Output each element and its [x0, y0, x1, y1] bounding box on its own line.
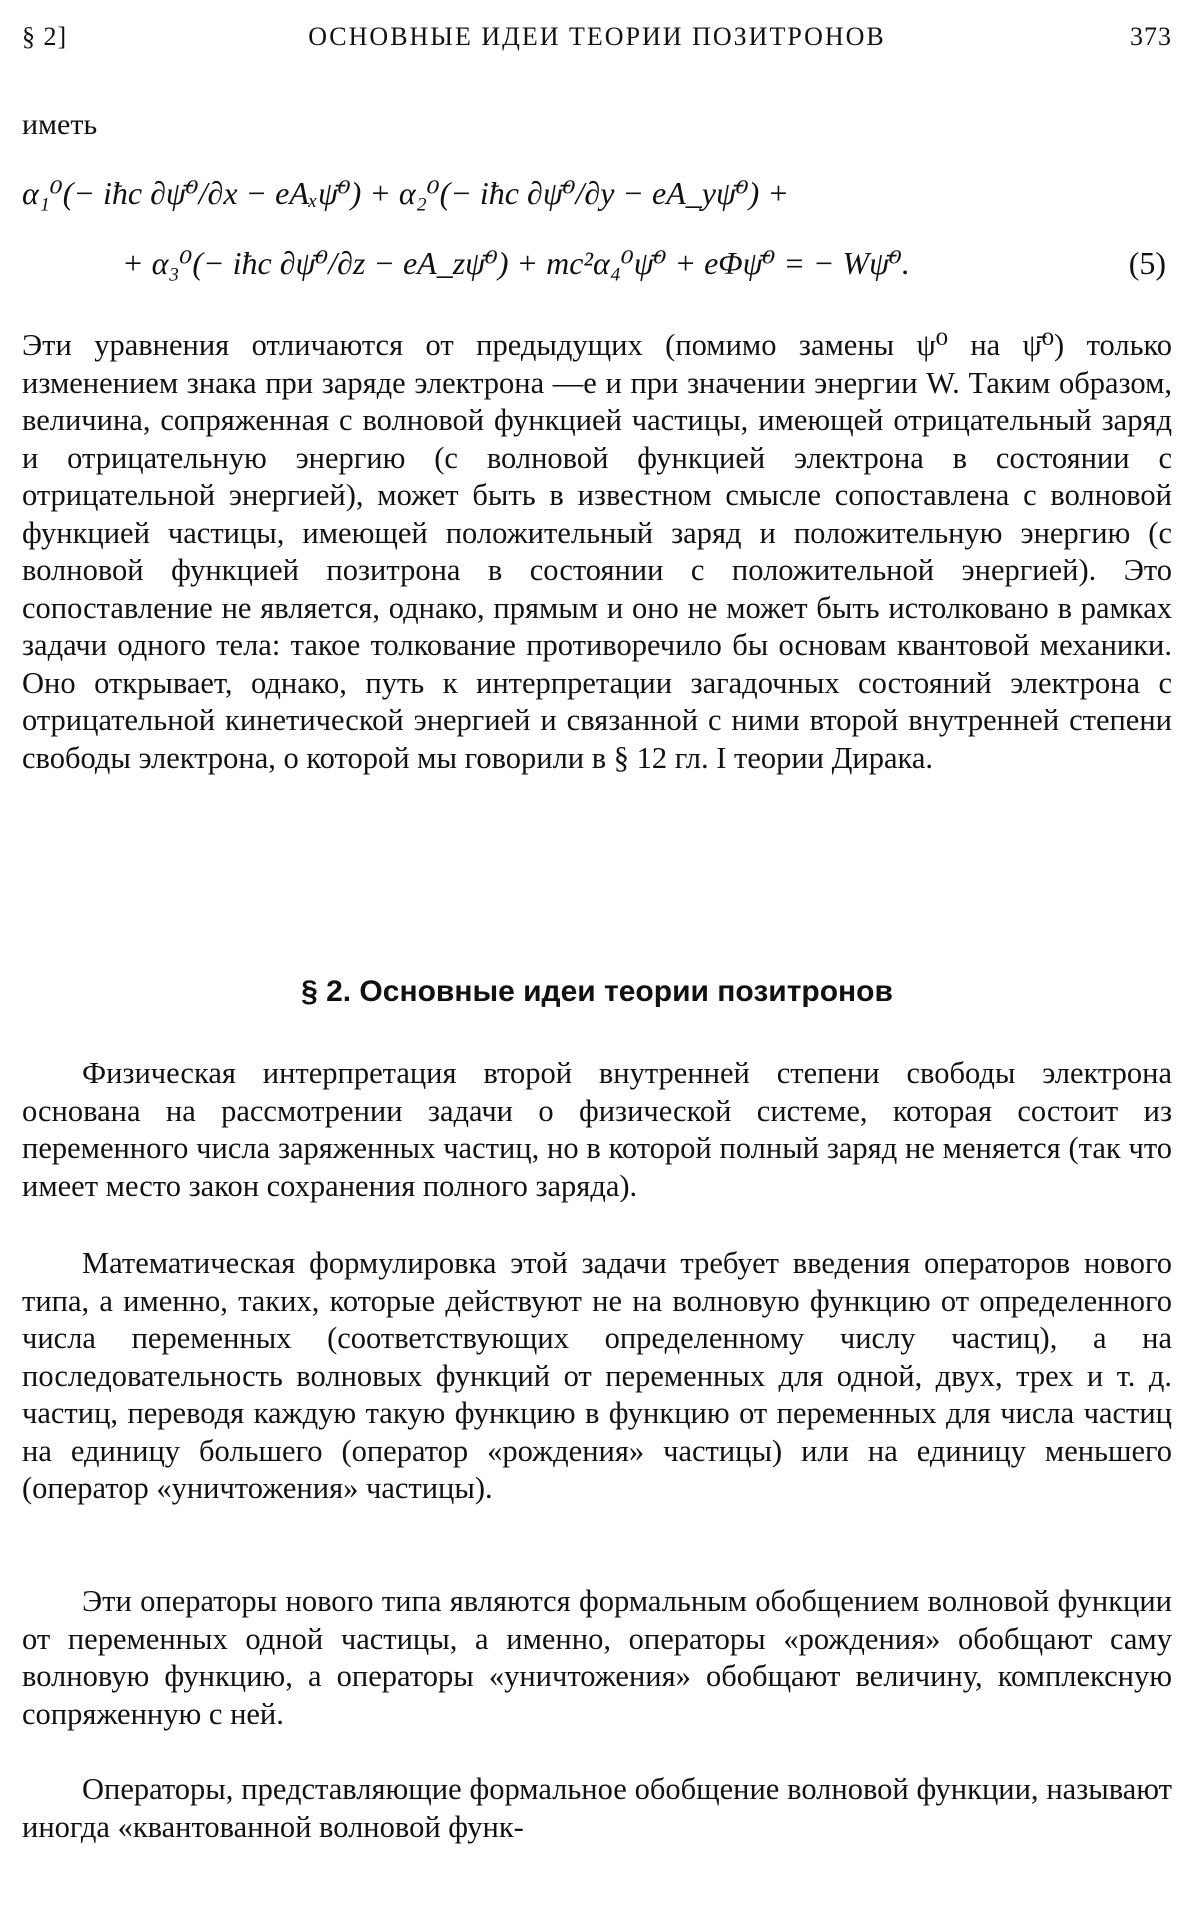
intro-word: иметь [22, 108, 98, 141]
equation-line-2 [22, 228, 1172, 298]
equation-number: (5) [1128, 245, 1166, 281]
book-page [22, 0, 1172, 1915]
paragraph-physical-interpretation: Физическая интерпретация второй внутренней степени свободы электрона основана на рассмотрении задачи о физической системе, которая состоит из переменного числа заряженных частиц, но в которой полный заряд не меняется (так что имеет место закон сохранения полного заряда). [22, 1056, 1172, 1203]
paragraph-equation-discussion: Эти уравнения отличаются от предыдущих (помимо замены ψ⁰ на ψ̄⁰) только изменением знака при заряде электрона —e и при значении энергии W. Таким образом, величина, сопряженная с волновой функцией частицы, имеющей отрицательный заряд и отрицательную энергию (с волновой функцией электрона в состоянии с отрицательной энергией), может быть в известном смысле сопоставлена с волновой функцией частицы, имеющей положительный заряд и положительную энергию (с волновой функцией позитрона в состоянии с положительной энергией). Это сопоставление не является, однако, прямым и оно не может быть истолковано в рамках задачи одного тела: такое толкование противоречило бы основам квантовой механики. Оно открывает, однако, путь к интерпретации загадочных состояний электрона с отрицательной кинетической энергией и связанной с ними второй внутренней степени свободы электрона, о которой мы говорили в § 12 гл. I теории Дирака. [22, 328, 1172, 775]
paragraph-mathematical-formulation: Математическая формулировка этой задачи требует введения операторов нового типа, а именно, таких, которые действуют не на волновую функцию от определенного числа переменных (соответствующих определенному числу частиц), а на последовательность волновых функций от переменных для одной, двух, трех и т. д. частиц, переводя каждую такую функцию в функцию от переменных для числа частиц на единицу большего (оператор «рождения» частицы) или на единицу меньшего (оператор «уничтожения» частицы). [22, 1246, 1172, 1505]
section-reference: § 2] [22, 22, 68, 51]
running-title: ОСНОВНЫЕ ИДЕИ ТЕОРИИ ПОЗИТРОНОВ [308, 22, 886, 51]
paragraph-new-operators: Эти операторы нового типа являются формальным обобщением волновой функции от переменных одной частицы, а именно, операторы «рождения» обобщают саму волновую функцию, а операторы «уничтожения» обобщают величину, комплексную сопряженную с ней. [22, 1584, 1172, 1731]
equation-line-1 [22, 158, 1172, 228]
running-head [22, 22, 1172, 62]
page-number: 373 [1130, 22, 1172, 51]
paragraph-quantized-wave-function: Операторы, представляющие формальное обобщение волновой функции, называют иногда «квантованной волновой функ- [22, 1772, 1172, 1844]
equation-line-2-text: + α₃⁰(− iħc ∂ψ̄⁰/∂z − eA_zψ̄⁰) + mc²α₄⁰ψ̄⁰ + eΦψ̄⁰ = − Wψ̄⁰. [122, 245, 910, 281]
equation-line-1-text: α₁⁰(− iħc ∂ψ̄⁰/∂x − eAₓψ̄⁰) + α₂⁰(− iħc ∂ψ̄⁰/∂y − eA_yψ̄⁰) + [22, 175, 789, 211]
section-heading: § 2. Основные идеи теории позитронов [301, 975, 893, 1008]
